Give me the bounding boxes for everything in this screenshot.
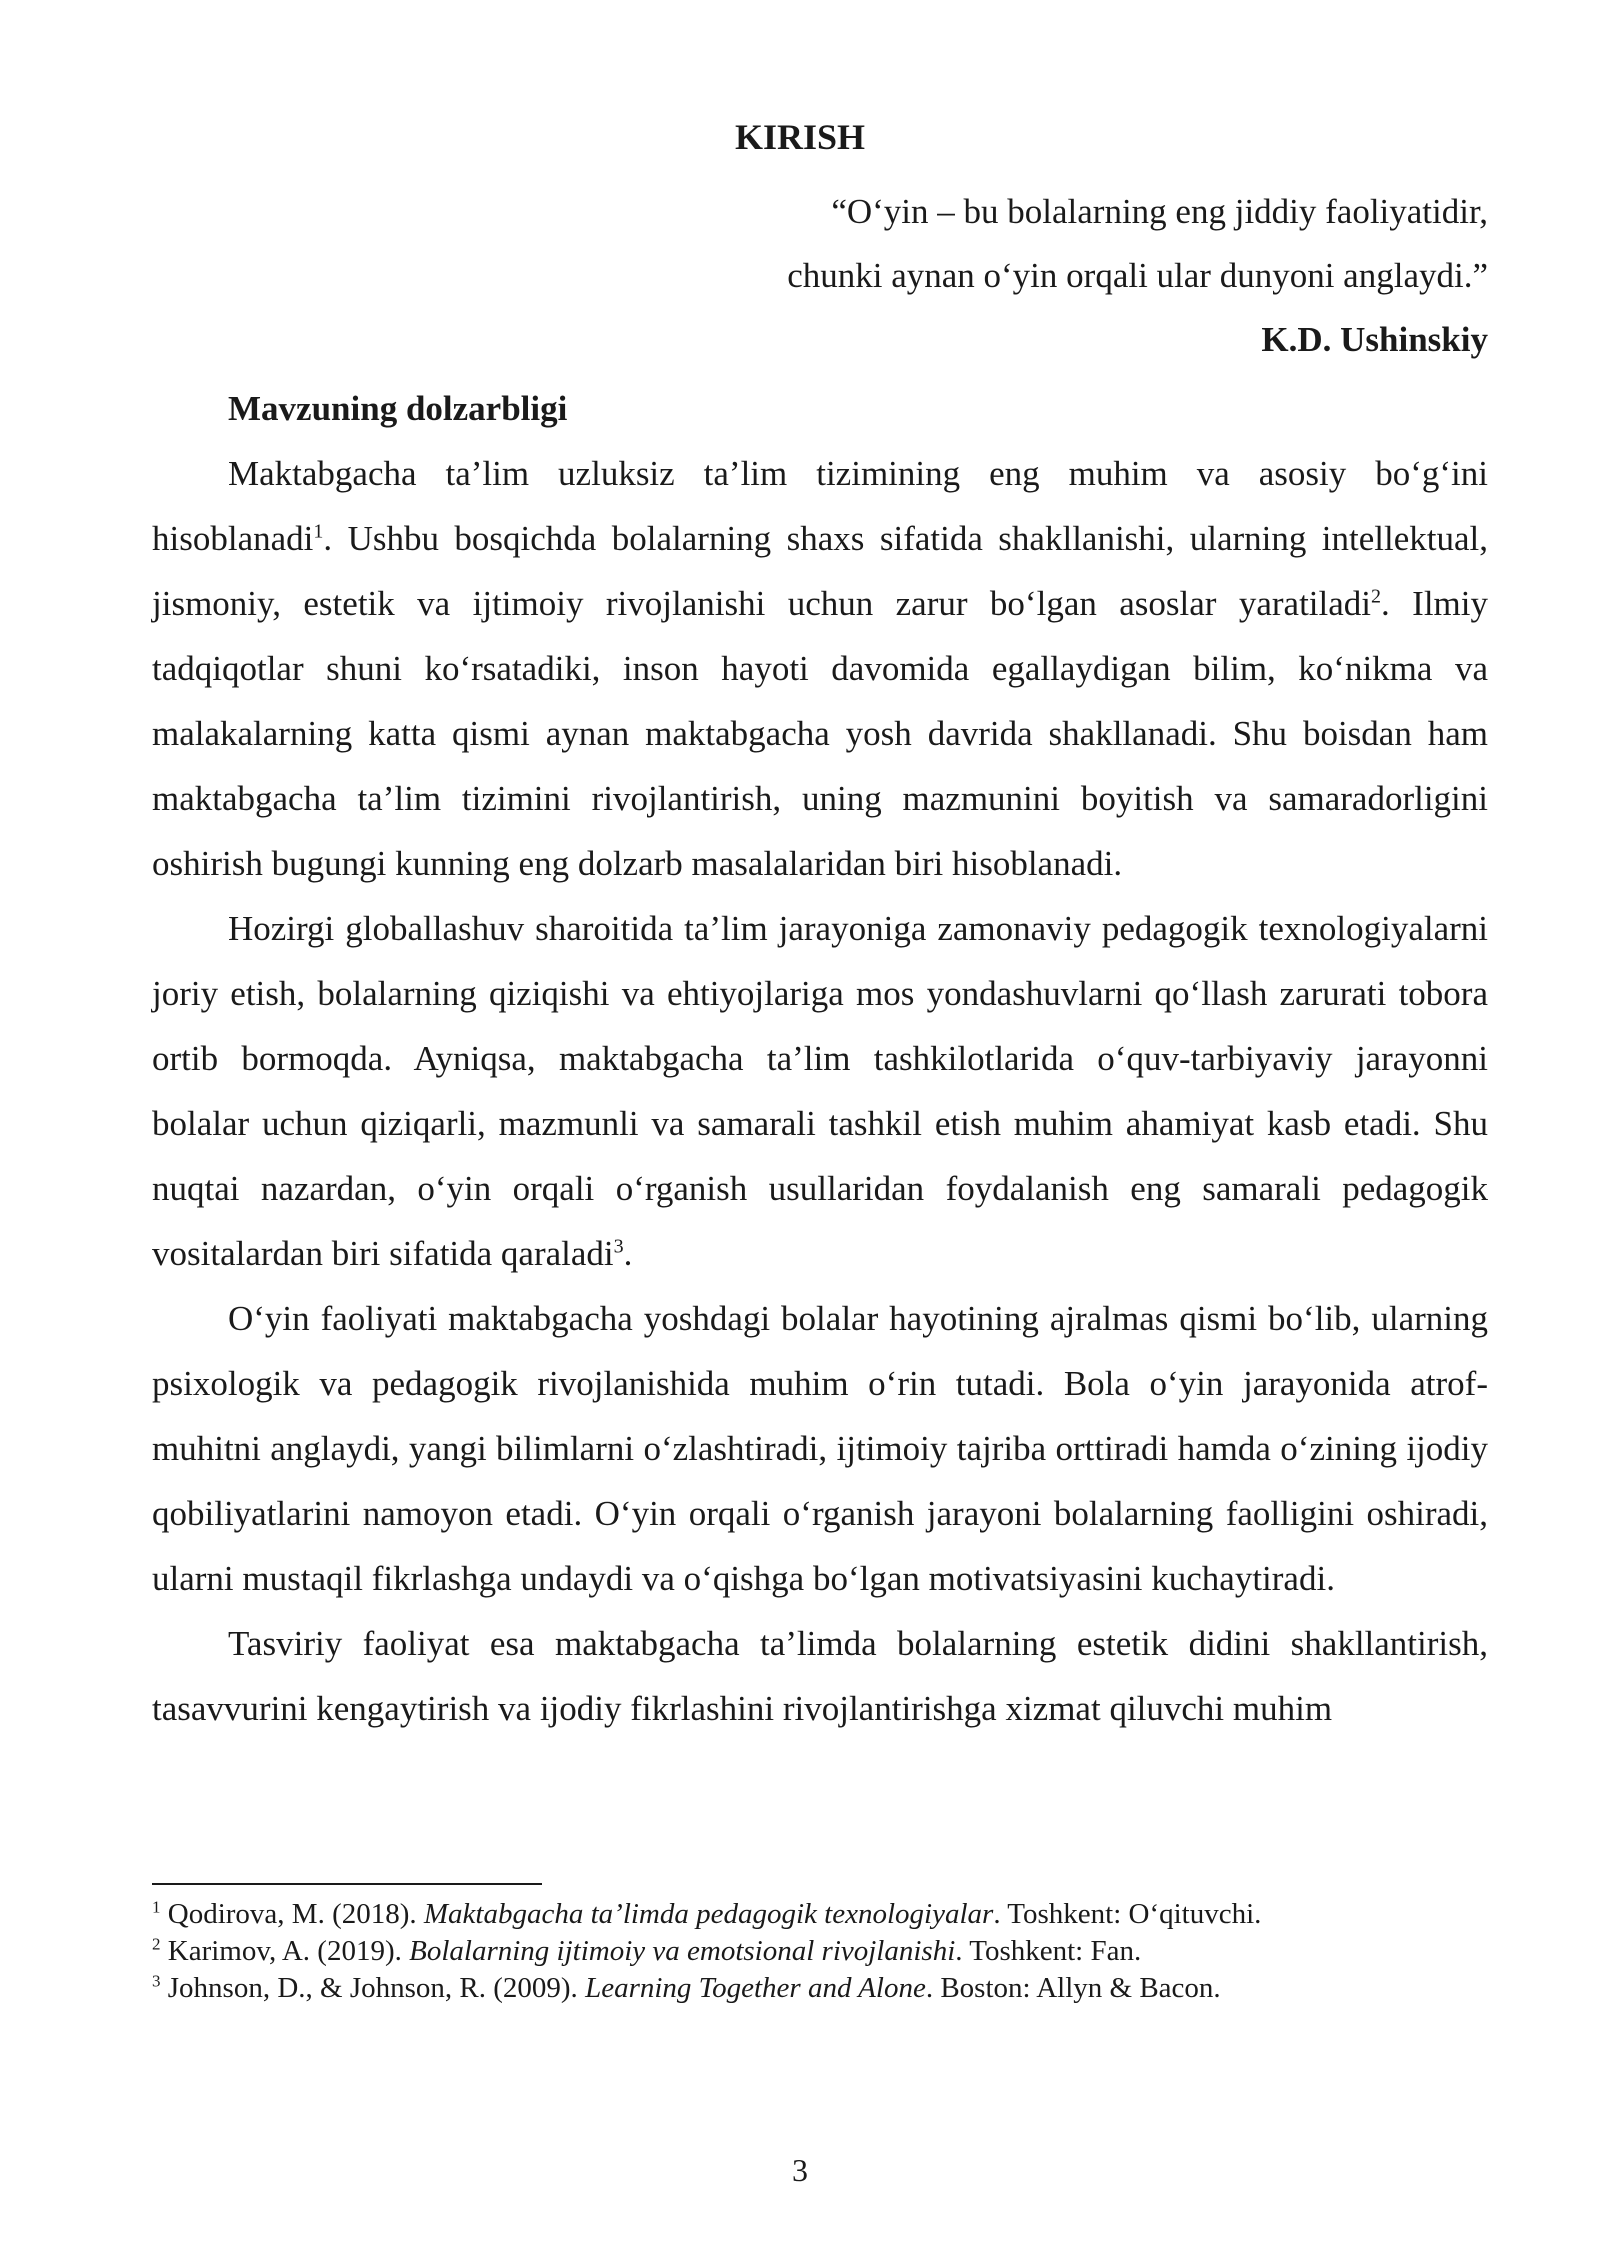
footnote-text: . Toshkent: Oʻqituvchi. bbox=[993, 1898, 1262, 1930]
footnote-text: . Boston: Allyn & Bacon. bbox=[925, 1972, 1221, 2004]
footnote-2 bbox=[152, 1933, 1488, 1970]
footnote-title: Maktabgacha ta’limda pedagogik texnologiyalar bbox=[423, 1898, 994, 1930]
footnote-text: . Toshkent: Fan. bbox=[955, 1935, 1142, 1967]
section-heading: Mavzuning dolzarbligi bbox=[228, 389, 568, 428]
footnote-mark: 3 bbox=[152, 1971, 161, 1991]
epigraph-line-1: “Oʻyin – bu bolalarning eng jiddiy faoliyatidir, bbox=[831, 192, 1488, 231]
paragraph-1 bbox=[152, 441, 1488, 896]
footnote-mark: 1 bbox=[152, 1897, 161, 1917]
footnote-separator bbox=[152, 1883, 542, 1885]
page-number: 3 bbox=[792, 2152, 808, 2188]
footnote-ref-2: 2 bbox=[1371, 585, 1382, 608]
page-title: KIRISH bbox=[734, 117, 866, 157]
footnote-title: Learning Together and Alone bbox=[585, 1972, 926, 2004]
footnotes bbox=[152, 1896, 1488, 2007]
paragraph-2-text-a: Hozirgi globallashuv sharoitida ta’lim jarayoniga zamonaviy pedagogik texnologiyalarni joriy etish, bolalarning qiziqishi va ehtiyojlariga mos yondashuvlarni qoʻllash zarurati tobora ortib bormoqda. Ayniqsa, maktabgacha ta’lim tashkilotlarida oʻquv-tarbiyaviy jarayonni bolalar uchun qiziqarli, mazmunli va samarali tashkil etish muhim ahamiyat kasb etadi. Shu nuqtai nazardan, oʻyin orqali oʻrganish usullaridan foydalanish eng samarali pedagogik vositalardan biri sifatida qaraladi bbox=[152, 909, 1488, 1273]
paragraph-3: Oʻyin faoliyati maktabgacha yoshdagi bolalar hayotining ajralmas qismi boʻlib, ularning psixologik va pedagogik rivojlanishida muhim oʻrin tutadi. Bola oʻyin jarayonida atrof-muhitni anglaydi, yangi bilimlarni oʻzlashtiradi, ijtimoiy tajriba orttiradi hamda oʻzining ijodiy qobiliyatlarini namoyon etadi. Oʻyin orqali oʻrganish jarayoni bolalarning faolligini oshiradi, ularni mustaqil fikrlashga undaydi va oʻqishga boʻlgan motivatsiyasini kuchaytiradi. bbox=[152, 1299, 1488, 1598]
paragraph-1-text-b: . Ushbu bosqichda bolalarning shaxs sifatida shakllanishi, ularning intellektual, jismoniy, estetik va ijtimoiy rivojlanishi uchun zarur boʻlgan asoslar yaratiladi bbox=[152, 519, 1488, 623]
epigraph-author: K.D. Ushinskiy bbox=[1261, 320, 1488, 359]
paragraph-1-text-c: . Ilmiy tadqiqotlar shuni koʻrsatadiki, inson hayoti davomida egallaydigan bilim, koʻnikma va malakalarning katta qismi aynan maktabgacha yosh davrida shakllanadi. Shu boisdan ham maktabgacha ta’lim tizimini rivojlantirish, uning mazmunini boyitish va samaradorligini oshirish bugungi kunning eng dolzarb masalalaridan biri hisoblanadi. bbox=[152, 584, 1489, 883]
footnote-1 bbox=[152, 1896, 1488, 1933]
footnote-text: Qodirova, M. (2018). bbox=[167, 1898, 424, 1930]
paragraph-4: Tasviriy faoliyat esa maktabgacha ta’limda bolalarning estetik didini shakllantirish, tasavvurini kengaytirish va ijodiy fikrlashini rivojlantirishga xizmat qiluvchi muhim bbox=[152, 1624, 1488, 1728]
paragraph-1-text-a: Maktabgacha ta’lim uzluksiz ta’lim tizimining eng muhim va asosiy boʻgʻini hisoblanadi bbox=[152, 454, 1488, 558]
epigraph bbox=[388, 180, 1488, 372]
footnote-ref-1: 1 bbox=[313, 520, 324, 543]
footnote-mark: 2 bbox=[152, 1934, 161, 1954]
footnote-3 bbox=[152, 1970, 1488, 2007]
paragraph-2 bbox=[152, 896, 1488, 1286]
footnote-ref-3: 3 bbox=[613, 1235, 624, 1258]
footnote-text: Karimov, A. (2019). bbox=[167, 1935, 410, 1967]
footnote-text: Johnson, D., & Johnson, R. (2009). bbox=[167, 1972, 586, 2004]
epigraph-line-2: chunki aynan oʻyin orqali ular dunyoni anglaydi.” bbox=[787, 256, 1488, 295]
body-text bbox=[152, 376, 1488, 1741]
paragraph-2-text-b: . bbox=[623, 1234, 633, 1273]
footnote-title: Bolalarning ijtimoiy va emotsional rivojlanishi bbox=[409, 1935, 956, 1967]
